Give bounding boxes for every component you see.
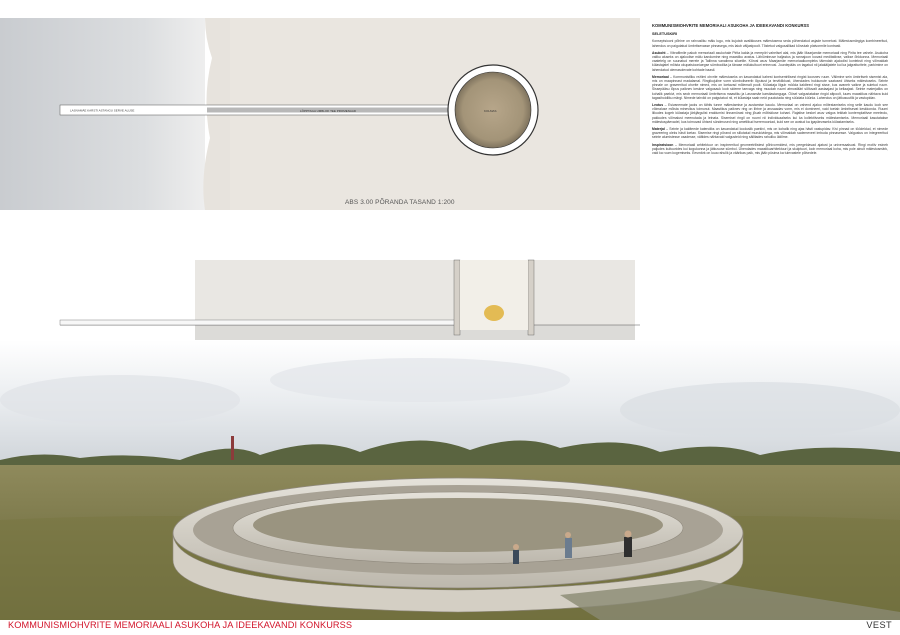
memorial-wall-left (454, 260, 460, 335)
footer-title: KOMMUNISMIOHVRITE MEMORIAALI ASUKOHA JA IDEEKAVANDI KONKURSS (8, 620, 353, 630)
label-leotus: Leotus (652, 103, 664, 108)
text-paragraph-material (652, 127, 888, 140)
text-paragraph-location (652, 51, 888, 72)
text-paragraph-inspiration (652, 143, 888, 156)
label-memorial: Memoriaal (652, 74, 669, 79)
plan-label-walkway: LÕPPTAGA UMBLOK TEE PROMENAAD (300, 109, 357, 113)
text-intro: Konseptsiooni põhine on rahvusliku mälu lugu, mis kujutab avalikkuses mälestusena seda pühendatud asjade tunnetust. Mälestusmärgiga kombineeritud, lahendus on paigutatud ümbritsevasse pinnasega, mis laiub väljastpoolt. Tõstetud valgusallikad kõrvutab platvormile kontrasti. (652, 39, 888, 48)
label-material: Materjal (652, 127, 665, 132)
plan-caption: ABS 3.00 PÕRANDA TASAND 1:200 (345, 199, 455, 206)
light-glow (484, 305, 504, 321)
text-paragraph-memorial (652, 75, 888, 100)
plan-label-inner: KOLMAS (484, 109, 497, 113)
text-title: KOMMUNISMIOHVRITE MEMORIAALI ASUKOHA JA IDEEKAVANDI KONKURSS (652, 23, 810, 28)
text-paragraph-leotus (652, 103, 888, 124)
body-location: – Vibrafilmile pakub memoriaali asukohale Pirita kalda ja merepiiri vahelisel alal, mis jääb Maarjamäe memoriaali ning Pirita tee vahele. Asukoha valiku aluseks on ajaloolise mälu kandumine ning maastiku avatus. Lähiümbruse haljastus ja rannajoon loovad meditatiivse, vaikse õhkkonna. Memoriaali vaatetelg on suunatud merele ja Tallinna vanalinna siluetile. Kõrval asuv Maarjamäe memoriaalkompleks täiendab ajaloolist konteksti ning võimaldab külastajatel mõista okupatsiooniaegse sümboolika ja tänase mälukultuuri erinevusi. Juurdepääs on tagatud nii jalakäijatele kui ka jalgratturitele, parkimine on lahendatud olemasolevate kohtade baasil. (652, 50, 888, 72)
body-inspiration: – Memoriaali arhitektuur on inspireeritud geomeetrilistest põhivormidest, mis peegeldavad ajatust ja universaalsust. Ringi motiiv esineb paljudes kultuurides kui kogukonna ja jätkuvuse sümbol. Ühendades maastikuarhitektuuri ja skulptuuri, loob memoriaal koha, mis pole ainult mälestusmärk, vaid ka ruum kogemiseks. Eesmärk on luua rahulik ja väärikas paik, mis jääb püsima ka tulevastele põlvedele. (652, 142, 888, 156)
walkway-section (60, 320, 460, 325)
plan-label-path: LASNAMÄE KARSTI ASTANGU SERVE ALUSE (70, 108, 135, 113)
label-inspiration: Inspiratsioon (652, 142, 674, 147)
footer-code: VEST (866, 620, 892, 630)
label-location: Asukoht (652, 50, 666, 55)
memorial-wall-right (528, 260, 534, 335)
tower (231, 436, 234, 460)
body-memorial: – Kommunistliku režiimi ohvrite mälestuseks on kavandatud kahest kontsentrilisest ringist koosnev ruum. Välimine sein ümbritseb sisemist ala, mis on maapinnast madalamal. Ringikujuline vorm sümboliseerib lõputust ja terviklikkust, ühendades hukkunute saatused ühiseks mälestuseks. Seinte pinnale on graveeritud ohvrite nimed, mis on loetavad mõlemalt poolt. Külastaja liigub mööda kaldteed ringi sisse, kus avaneb vaikne ja suletud ruum. Sissepääsu lõpus paiknev keskne valgusauk loob sideme taevaga ning muudab ruumi atmosfääri sõltuvalt aastaajast ja kellaajast. Seinte materjaliks on kohalik paekivi, mis seob memoriaali ümbritseva maastiku ja Lasnamäe karstiastanguga. Öösel valgustatakse ringid altpoolt, luues maastikus nähtava kuid tagasihoidliku märgi. Nimede tahvlid on paigutatud nii, et külastaja saab neid puudutada ning süüdata küünla. Lahendus on jätkusuutlik ja vastupidav. (652, 74, 888, 100)
text-subtitle: SELETUSKIRI (652, 32, 678, 37)
inner-floor (253, 498, 663, 552)
body-material: – Seinte ja kaldteede katendiks on kavandatud looduslik paekivi, mis on kohalik ning ajas hästi vastupidav. Kivi pinnad on töödeldud, et nimede graveering oleks hästi loetav. Sisemise ringi põrand on sillutatud murukividega, mis võimaldab sademeveel imbuda pinnasesse. Valgustus on integreeritud seinte alumistesse osadesse, vältides nähtavaid valgusteid ning säilitades rahuliku üldilme. (652, 127, 888, 140)
body-leotus: – Esivanemate jaoks on tähtis tunne mälestamise ja austamise kaudu. Memoriaal on vahend ajaloo mõtestamiseks ning selle kaudu loob see võimaluse mõista minevikus toimunut. Maastikus paiknev ring on lihtne ja arusaadav vorm, mis ei domineeri, vaid toetab ümbritsevat keskkonda. Ruumi liikudes kogeb külastaja järkjärgulist eraldumist linnamürast ning jõuab mõtiskluse kohani. Rajatise keskel asuv valgus tekitab kontemplatiivse meeleolu, pakkudes võimalust meenutada ja leinata. Sisemisel ringil on ruumi nii individuaalseks kui ka kollektiivseks mälestamiseks. Memoriaali kasutatakse mälestuspäevadel, kus toimuvad ühised sündmused ning ametlikud tseremooniad, kuid see on avatud ka igapäevaseks külastamiseks. (652, 103, 888, 124)
plan-drawing (0, 18, 640, 210)
memorial-render-photo (0, 340, 900, 620)
